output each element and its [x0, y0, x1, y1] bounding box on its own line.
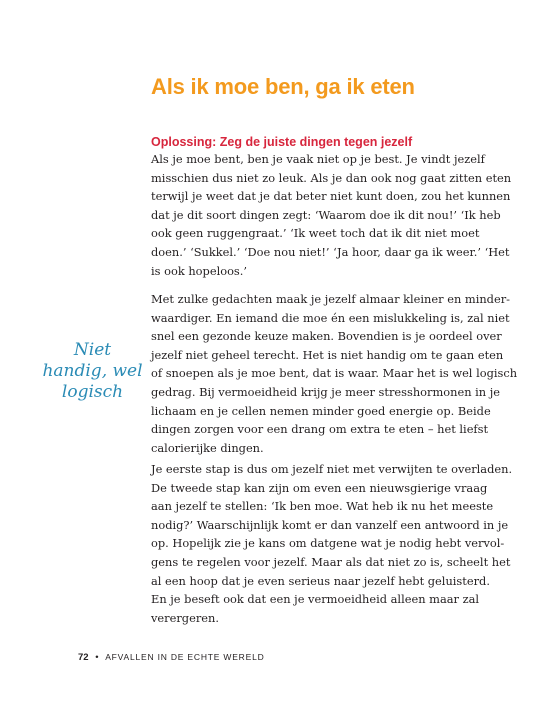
pull-quote-line: handig, wel — [42, 361, 143, 381]
paragraph-line: terwijl je weet dat je dat beter niet kunt doen, zou het kunnen — [151, 189, 511, 204]
pull-quote — [40, 340, 145, 403]
paragraph-line: op. Hopelijk zie je kans om datgene wat je nodig hebt vervol- — [151, 536, 505, 551]
paragraph-line: of snoepen als je moe bent, dat is waar. Maar het is wel logisch — [151, 366, 518, 381]
pull-quote-line: Niet — [73, 340, 112, 360]
paragraph-line: gedrag. Bij vermoeidheid krijg je meer stresshormonen in je — [151, 384, 501, 399]
paragraph-line: jezelf niet geheel terecht. Het is niet handig om te gaan eten — [151, 347, 504, 362]
paragraph-line: verergeren. — [151, 610, 219, 625]
paragraph-line: En je beseft ook dat een je vermoeidheid alleen maar zal — [151, 592, 480, 607]
paragraph-line: gens te regelen voor jezelf. Maar als dat niet zo is, scheelt het — [151, 554, 511, 569]
paragraph-line: is ook hopeloos.’ — [151, 263, 248, 278]
paragraph-line: waardiger. En iemand die moe én een mislukkeling is, zal niet — [151, 310, 510, 325]
page-number: 72 — [78, 652, 89, 663]
paragraph-line: al een hoop dat je even serieus naar jezelf hebt geluisterd. — [151, 573, 490, 588]
footer-separator: • — [95, 652, 99, 663]
paragraph-2 — [151, 290, 518, 457]
page-footer — [78, 652, 265, 663]
paragraph-line: De tweede stap kan zijn om even een nieuwsgierige vraag — [151, 480, 488, 495]
paragraph-line: Je eerste stap is dus om jezelf niet met verwijten te overladen. — [151, 462, 513, 476]
paragraph-line: lichaam en je cellen nemen minder goed energie op. Beide — [151, 403, 491, 418]
paragraph-line: snel een gezonde keuze maken. Bovendien is je oordeel over — [151, 329, 502, 344]
paragraph-line: nodig?’ Waarschijnlijk komt er dan vanzelf een antwoord in je — [151, 517, 509, 532]
pull-quote-line: logisch — [61, 382, 124, 402]
paragraph-line: calorierijke dingen. — [151, 440, 264, 455]
paragraph-line: dat je dit soort dingen zegt: ‘Waarom doe ik dit nou!’ ‘Ik heb — [151, 207, 501, 222]
paragraph-line: Als je moe bent, ben je vaak niet op je best. Je vindt jezelf — [151, 152, 485, 166]
chapter-title: Als ik moe ben, ga ik eten — [151, 74, 415, 99]
paragraph-line: aan jezelf te stellen: ‘Ik ben moe. Wat heb ik nu het meeste — [151, 499, 494, 514]
running-book-title: AFVALLEN IN DE ECHTE WERELD — [105, 652, 265, 662]
section-heading: Oplossing: Zeg de juiste dingen tegen jezelf — [151, 135, 413, 149]
paragraph-line: dingen zorgen voor een drang om extra te eten – het liefst — [151, 422, 489, 437]
paragraph-line: ook geen ruggengraat.’ ‘Ik weet toch dat ik dit niet moet — [151, 226, 480, 241]
paragraph-line: Met zulke gedachten maak je jezelf almaar kleiner en minder- — [151, 292, 511, 306]
paragraph-1 — [151, 150, 511, 280]
paragraph-3 — [151, 460, 511, 627]
paragraph-line: misschien dus niet zo leuk. Als je dan ook nog gaat zitten eten — [151, 170, 512, 185]
paragraph-line: doen.’ ‘Sukkel.’ ‘Doe nou niet!’ ‘Ja hoor, daar ga ik weer.’ ‘Het — [151, 244, 510, 259]
